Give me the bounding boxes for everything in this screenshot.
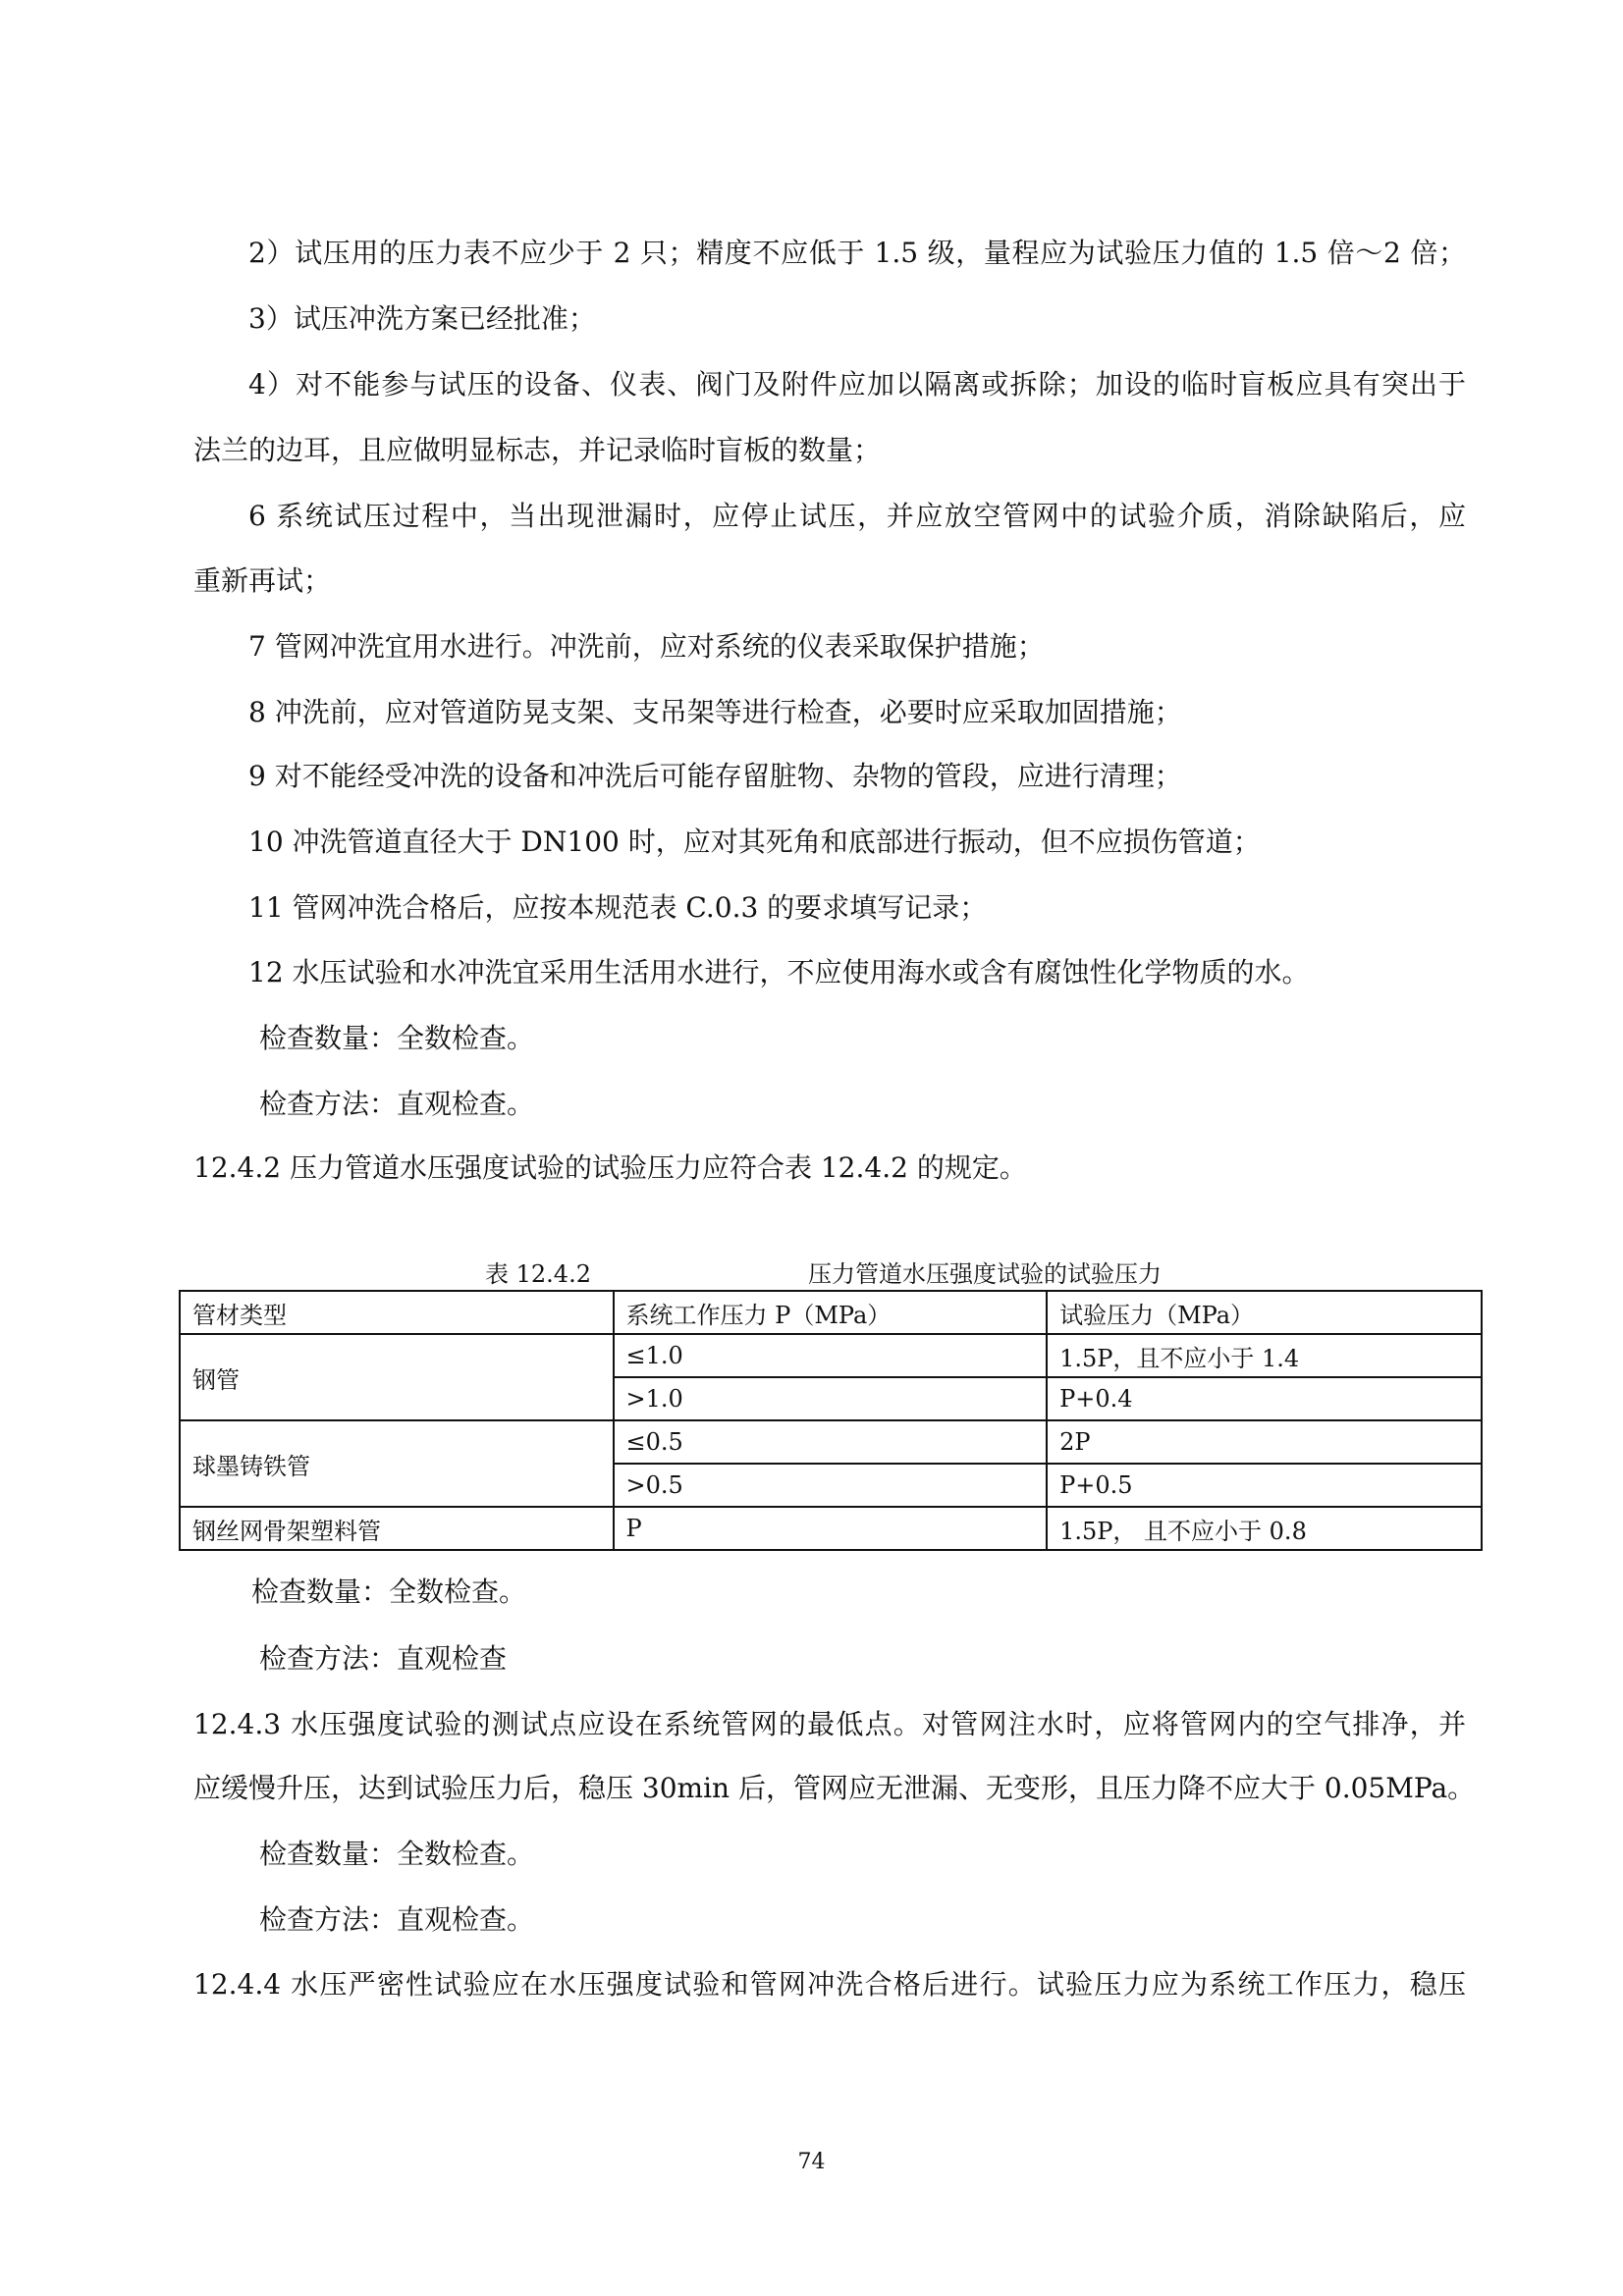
table-header-row <box>180 1291 1482 1334</box>
table-row <box>180 1420 1482 1464</box>
paragraph-line: 3）试压冲洗方案已经批准； <box>248 302 596 335</box>
paragraph-line: 检查数量：全数检查。 <box>259 1838 535 1870</box>
paragraph-line: 12 水压试验和水冲洗宜采用生活用水进行，不应使用海水或含有腐蚀性化学物质的水。 <box>248 956 1310 988</box>
table-cell: ≤1.0 <box>614 1334 1048 1377</box>
material-cell: 钢管 <box>180 1334 614 1420</box>
table-title: 压力管道水压强度试验的试验压力 <box>808 1260 1162 1288</box>
paragraph-line: 12.4.3 水压强度试验的测试点应设在系统管网的最低点。对管网注水时，应将管网内的空气排净，并 <box>193 1708 1466 1740</box>
section-heading: 12.4.2 压力管道水压强度试验的试验压力应符合表 12.4.2 的规定。 <box>193 1151 1027 1184</box>
header-cell: 管材类型 <box>180 1291 614 1334</box>
paragraph-line: 重新再试； <box>193 564 332 597</box>
pressure-table <box>179 1290 1483 1551</box>
table-cell: 1.5P， 且不应小于 0.8 <box>1047 1507 1482 1550</box>
paragraph-line: 4）对不能参与试压的设备、仪表、阀门及附件应加以隔离或拆除；加设的临时盲板应具有突出于 <box>248 368 1466 400</box>
header-cell: 试验压力（MPa） <box>1047 1291 1482 1334</box>
paragraph-line: 6 系统试压过程中，当出现泄漏时，应停止试压，并应放空管网中的试验介质，消除缺陷后，应 <box>248 500 1466 532</box>
paragraph-line: 10 冲洗管道直径大于 DN100 时，应对其死角和底部进行振动，但不应损伤管道； <box>248 826 1261 858</box>
table-cell: >0.5 <box>614 1464 1048 1507</box>
table-cell: ≤0.5 <box>614 1420 1048 1464</box>
paragraph-line: 12.4.4 水压严密性试验应在水压强度试验和管网冲洗合格后进行。试验压力应为系统工作压力，稳压 <box>193 1968 1466 2001</box>
paragraph-line: 9 对不能经受冲洗的设备和冲洗后可能存留脏物、杂物的管段，应进行清理； <box>248 760 1182 792</box>
paragraph-line: 检查方法：直观检查。 <box>259 1903 535 1936</box>
table-row <box>180 1334 1482 1377</box>
table-cell: P <box>614 1507 1048 1550</box>
paragraph-line: 2）试压用的压力表不应少于 2 只；精度不应低于 1.5 级，量程应为试验压力值的 1.5 倍～2 倍； <box>248 237 1466 269</box>
table-cell: 1.5P，且不应小于 1.4 <box>1047 1334 1482 1377</box>
paragraph-line: 检查方法：直观检查。 <box>259 1088 535 1120</box>
paragraph-line: 检查数量：全数检查。 <box>251 1575 527 1608</box>
paragraph-line: 7 管网冲洗宜用水进行。冲洗前，应对系统的仪表采取保护措施； <box>248 630 1045 663</box>
table-cell: P+0.4 <box>1047 1377 1482 1420</box>
paragraph-line: 应缓慢升压，达到试验压力后，稳压 30min 后，管网应无泄漏、无变形，且压力降不应大于 0.05MPa。 <box>193 1772 1476 1804</box>
table-cell: 2P <box>1047 1420 1482 1464</box>
table-cell: P+0.5 <box>1047 1464 1482 1507</box>
table-row <box>180 1507 1482 1550</box>
table-cell: >1.0 <box>614 1377 1048 1420</box>
paragraph-line: 11 管网冲洗合格后，应按本规范表 C.0.3 的要求填写记录； <box>248 891 988 924</box>
material-cell: 钢丝网骨架塑料管 <box>180 1507 614 1550</box>
paragraph-line: 检查数量：全数检查。 <box>259 1022 535 1054</box>
page-number: 74 <box>797 2150 826 2174</box>
paragraph-line: 检查方法：直观检查 <box>259 1642 508 1675</box>
material-cell: 球墨铸铁管 <box>180 1420 614 1507</box>
table-number: 表 12.4.2 <box>485 1260 591 1288</box>
header-cell: 系统工作压力 P（MPa） <box>614 1291 1048 1334</box>
paragraph-line: 8 冲洗前，应对管道防晃支架、支吊架等进行检查，必要时应采取加固措施； <box>248 696 1182 728</box>
paragraph-line: 法兰的边耳，且应做明显标志，并记录临时盲板的数量； <box>193 434 882 466</box>
